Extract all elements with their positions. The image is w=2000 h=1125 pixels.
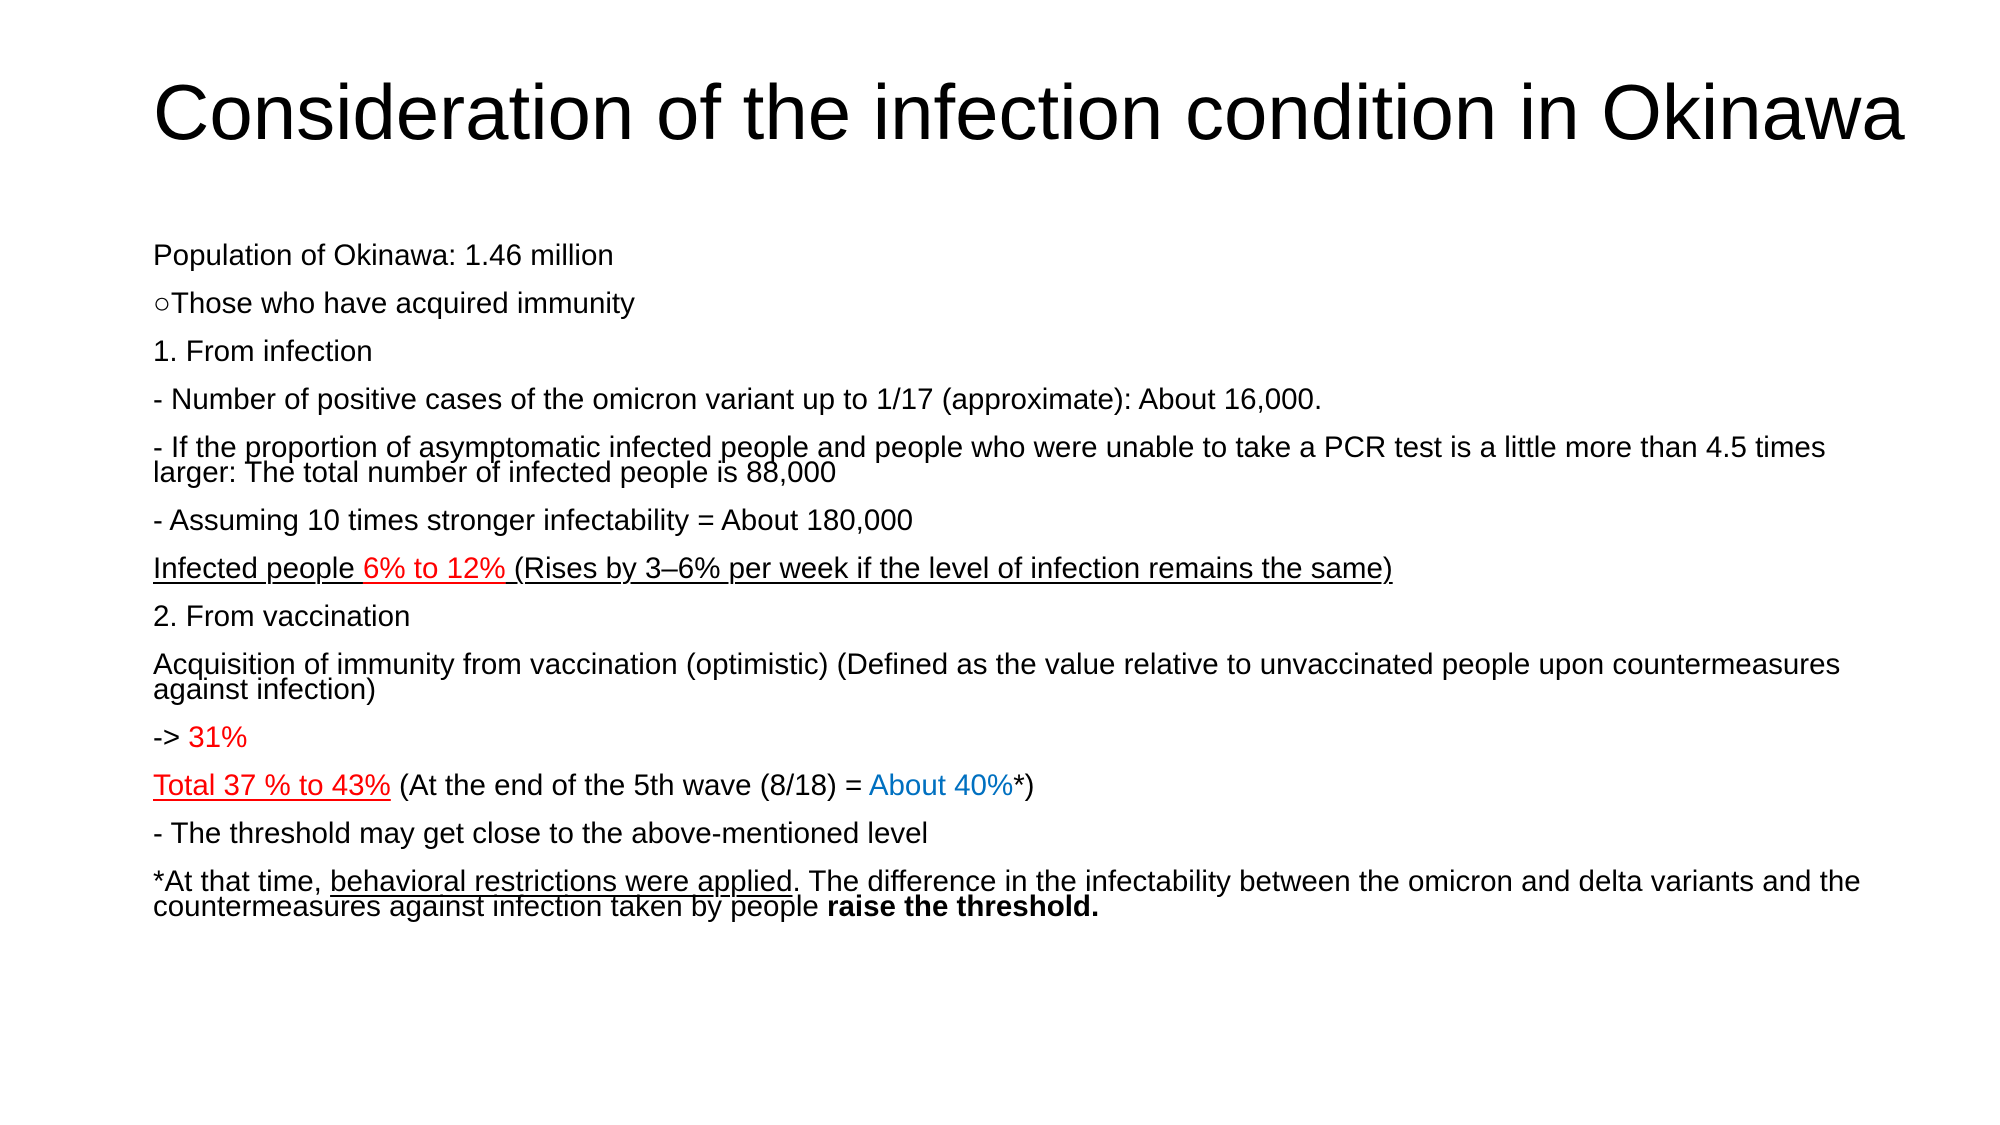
omicron-cases-line: - Number of positive cases of the omicron variant up to 1/17 (approximate): About 16,000. [153,383,1323,416]
footnote-line [153,865,1873,923]
vaccination-value: 31% [188,721,248,754]
from-vaccination-line: 2. From vaccination [153,600,411,633]
footnote-underlined: behavioral restrictions were applied [330,865,793,898]
slide-title: Consideration of the infection condition in Okinawa [153,68,1905,156]
infected-people-line [153,552,1873,585]
infected-note: (Rises by 3–6% per week if the level of infection remains the same) [505,552,1393,585]
slide-body [153,239,1873,923]
threshold-line: - The threshold may get close to the above-mentioned level [153,817,929,850]
vaccination-text-line: Acquisition of immunity from vaccination (optimistic) (Defined as the value relative to unvaccinated people upon countermeasures against infection) [153,648,1841,706]
footnote-bold: raise the threshold. [827,890,1100,923]
infectability-line: - Assuming 10 times stronger infectability = About 180,000 [153,504,914,537]
footnote-b: . The difference in the infectability between the omicron and delta variants and the countermeasures against infection taken by people [153,865,1861,923]
infected-label: Infected people [153,552,363,585]
from-infection-line: 1. From infection [153,335,373,368]
total-note-value: About 40% [868,769,1014,802]
total-note-a: (At the end of the 5th wave (8/18) = [390,769,869,802]
population-line: Population of Okinawa: 1.46 million [153,239,614,272]
asymptomatic-line: - If the proportion of asymptomatic infected people and people who were unable to take a PCR test is a little more than 4.5 times larger: The total number of infected people is 88,000 [153,431,1826,489]
total-line [153,769,1873,802]
total-value: Total 37 % to 43% [153,769,391,802]
infected-value: 6% to 12% [362,552,506,585]
vaccination-result-line [153,721,1873,754]
immunity-header-line: ○Those who have acquired immunity [153,287,635,320]
footnote-a: *At that time, [153,865,331,898]
total-note-b: *) [1013,769,1035,802]
arrow-text: -> [153,721,189,754]
